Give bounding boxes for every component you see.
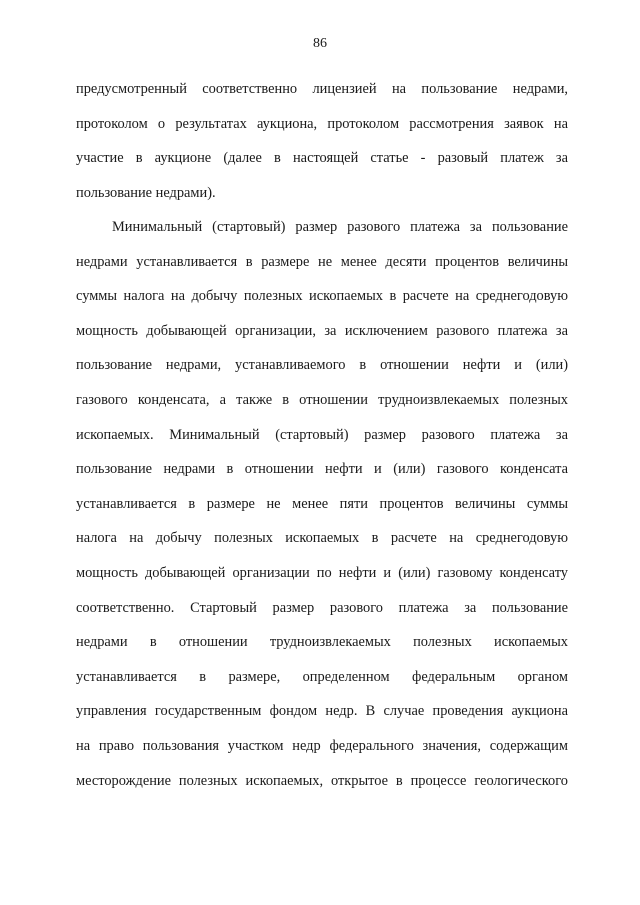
page-number: 86 [313, 36, 327, 51]
text-line: мощность добывающей организации по нефти и (или) газовому конденсату [76, 564, 568, 581]
text-line: участие в аукционе (далее в настоящей статье - разовый платеж за [76, 150, 568, 167]
text-line: управления государственным фондом недр. В случае проведения аукциона [76, 703, 568, 720]
text-line: суммы налога на добычу полезных ископаемых в расчете на среднегодовую [76, 288, 568, 305]
text-line: предусмотренный соответственно лицензией на пользование недрами, [76, 81, 568, 97]
text-line: устанавливается в размере, определенном федеральным органом [76, 668, 568, 685]
text-line: соответственно. Стартовый размер разового платежа за пользование [76, 599, 568, 616]
text-line: устанавливается в размере не менее пяти процентов величины суммы [76, 495, 568, 512]
text-line: мощность добывающей организации, за исключением разового платежа за [76, 322, 568, 339]
text-line: пользование недрами). [76, 184, 216, 201]
text-line: на право пользования участком недр федерального значения, содержащим [76, 737, 568, 754]
text-line: пользование недрами, устанавливаемого в отношении нефти и (или) [76, 357, 568, 374]
text-line: Минимальный (стартовый) размер разового платежа за пользование [112, 219, 568, 235]
text-line: недрами в отношении трудноизвлекаемых полезных ископаемых [76, 634, 568, 651]
text-line: газового конденсата, а также в отношении трудноизвлекаемых полезных [76, 391, 568, 408]
text-line: налога на добычу полезных ископаемых в расчете на среднегодовую [76, 530, 568, 547]
text-line: протоколом о результатах аукциона, протоколом рассмотрения заявок на [76, 115, 568, 132]
paragraph-continuation [76, 72, 568, 210]
text-line: ископаемых. Минимальный (стартовый) размер разового платежа за [76, 426, 568, 443]
text-line: месторождение полезных ископаемых, открытое в процессе геологического [76, 772, 568, 789]
text-line: пользование недрами в отношении нефти и (или) газового конденсата [76, 461, 568, 478]
text-line: недрами устанавливается в размере не менее десяти процентов величины [76, 253, 568, 270]
paragraph-main [76, 210, 568, 798]
